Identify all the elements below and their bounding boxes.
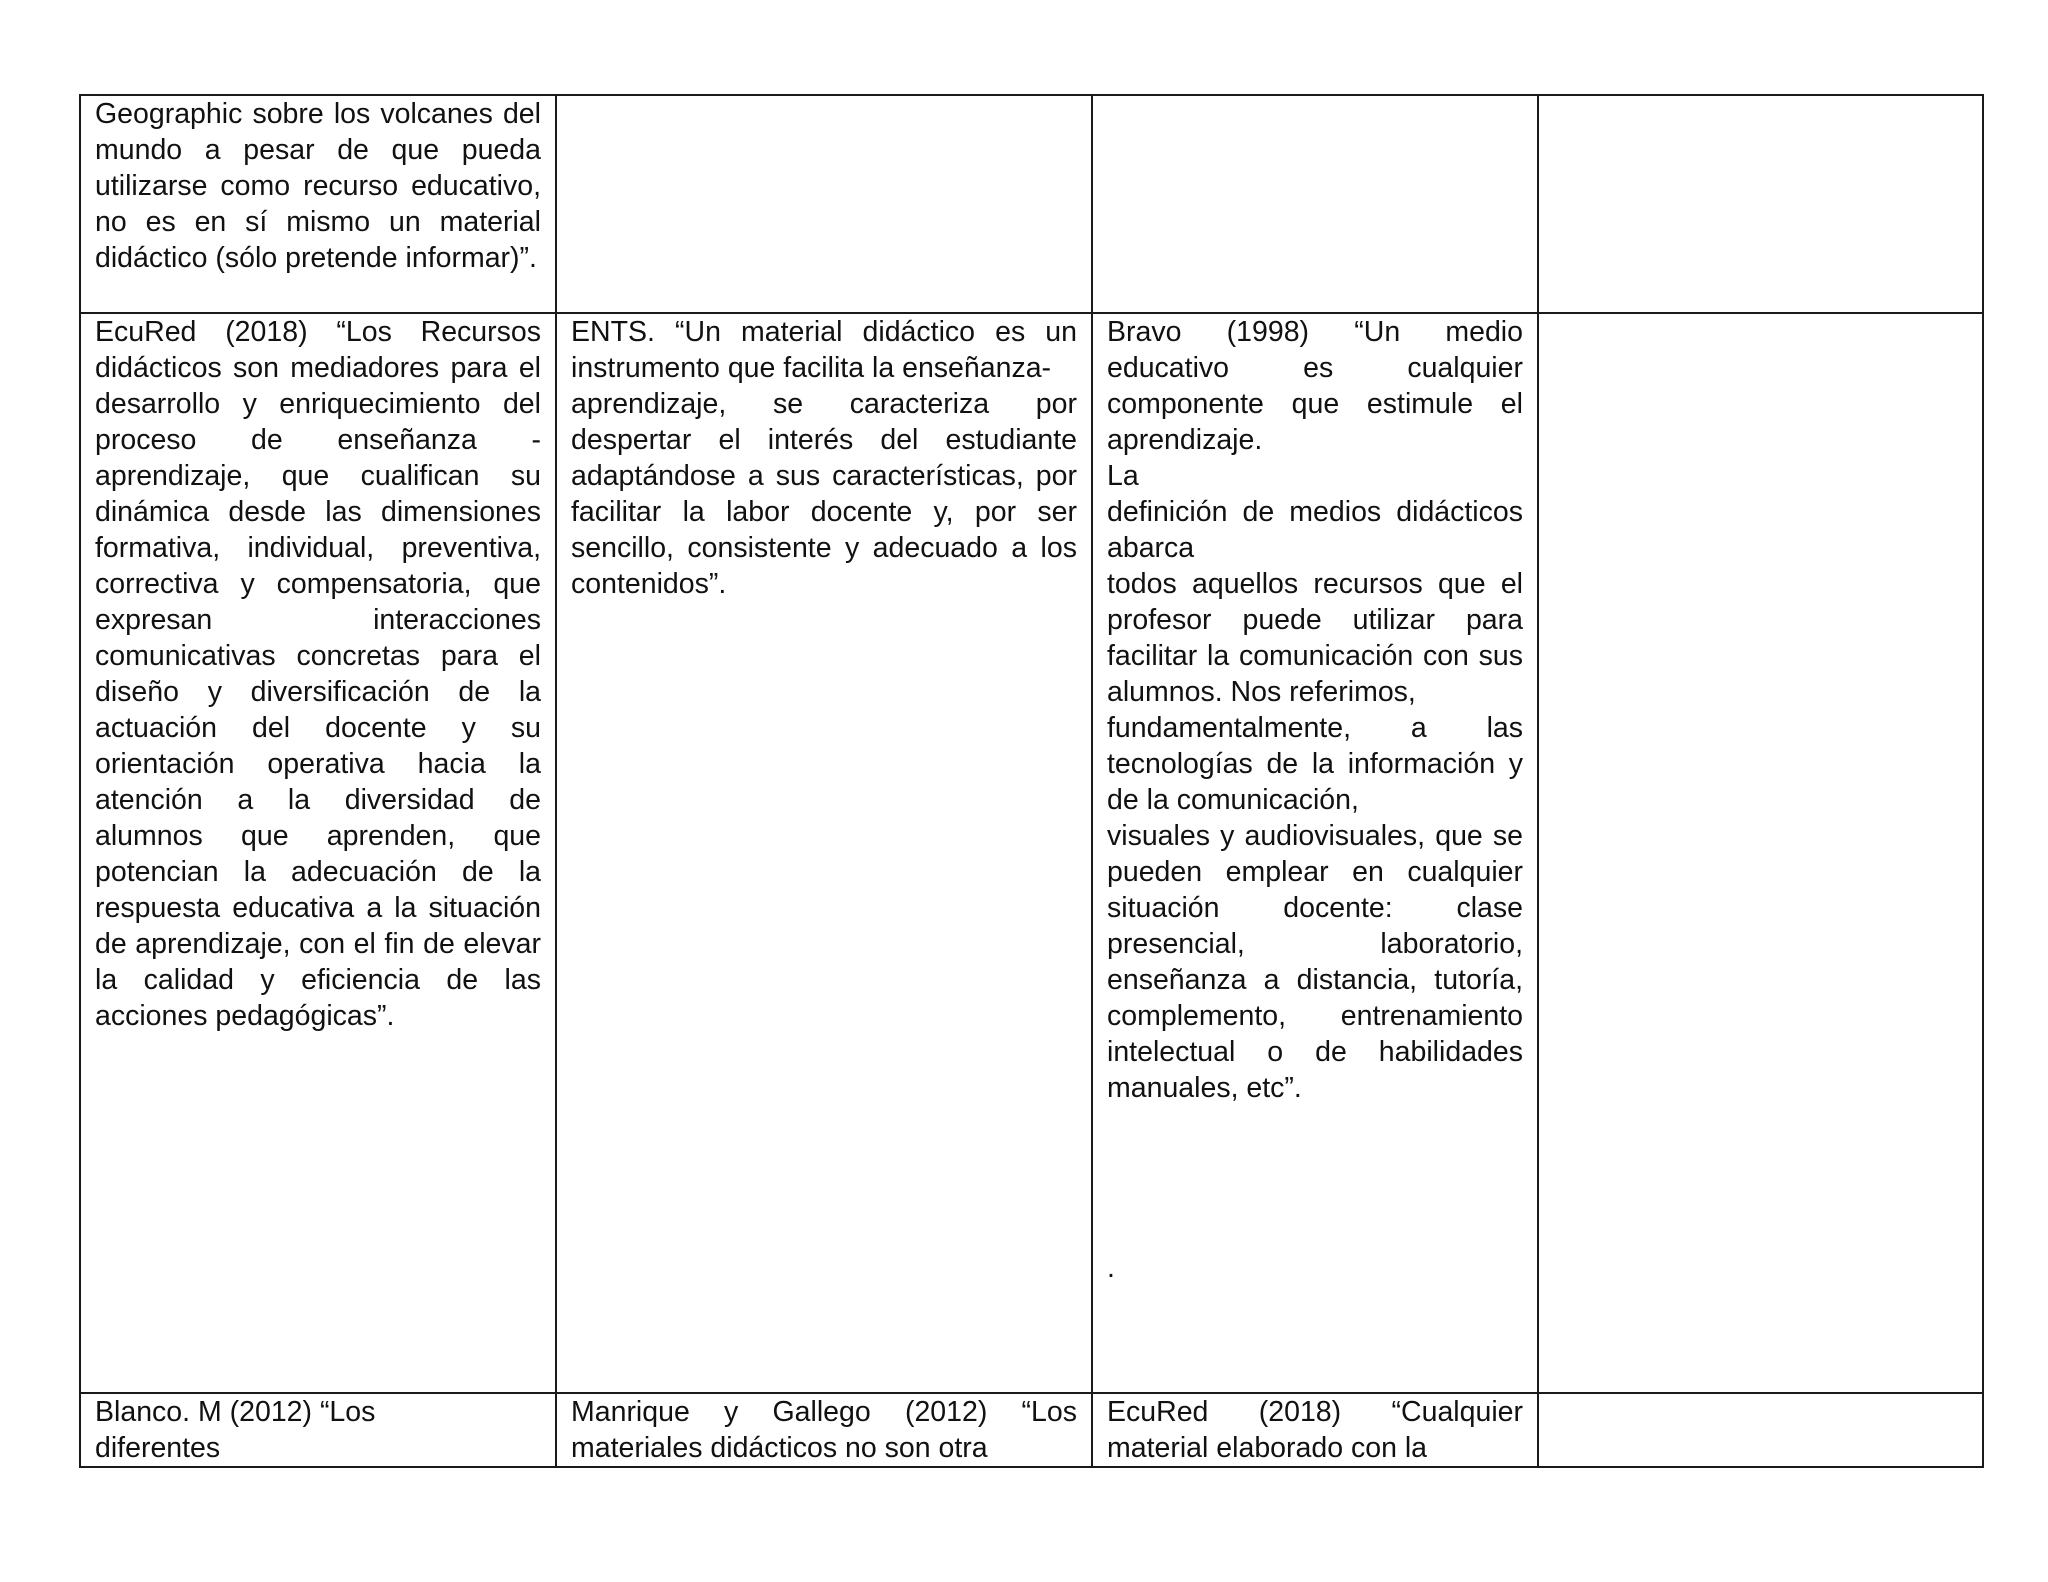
table-cell <box>1092 95 1538 313</box>
cell-text: Geographic sobre los volcanes del mundo a pesar de que pueda utilizarse como recurso educativo, no es en sí mismo un material didáctico (sólo pretende informar)”. <box>95 98 541 274</box>
definitions-table <box>79 94 1984 1468</box>
cell-text: ENTS. “Un material didáctico es un instrumento que facilita la enseñanza- aprendizaje, se caracteriza por despertar el interés del estudiante adaptándose a sus características, por facilitar la labor docente y, por ser sencillo, consistente y adecuado a los contenidos”. <box>571 316 1077 600</box>
table-cell <box>80 1393 556 1467</box>
cell-text: Manrique y Gallego (2012) “Los materiales didácticos no son otra <box>571 1396 1077 1464</box>
cell-text: Blanco. M (2012) “Los diferentes <box>95 1396 376 1464</box>
cell-text: Bravo (1998) “Un medio educativo es cualquier componente que estimule el aprendizaje. La definición de medios didácticos abarca todos aquellos recursos que el profesor puede utilizar para facilitar la comunicación con sus alumnos. Nos referimos, fundamentalmente, a las tecnologías de la información y de la comunicación, visuales y audiovisuales, que se pueden emplear en cualquier situación docente: clase presencial, laboratorio, enseñanza a distancia, tutoría, complemento, entrenamiento intelectual o de habilidades manuales, etc”. . <box>1107 316 1523 1284</box>
cell-text: EcuRed (2018) “Los Recursos didácticos son mediadores para el desarrollo y enriquecimiento del proceso de enseñanza - aprendizaje, que cualifican su dinámica desde las dimensiones formativa, individual, preventiva, correctiva y compensatoria, que expresan interacciones comunicativas concretas para el diseño y diversificación de la actuación del docente y su orientación operativa hacia la atención a la diversidad de alumnos que aprenden, que potencian la adecuación de la respuesta educativa a la situación de aprendizaje, con el fin de elevar la calidad y eficiencia de las acciones pedagógicas”. <box>95 316 541 1032</box>
table-row <box>80 313 1983 1393</box>
table-cell <box>1538 1393 1983 1467</box>
table-cell <box>1538 95 1983 313</box>
table-cell <box>1092 313 1538 1393</box>
table-row <box>80 95 1983 313</box>
table-cell <box>556 95 1092 313</box>
table-cell <box>1538 313 1983 1393</box>
table-cell <box>1092 1393 1538 1467</box>
table-row <box>80 1393 1983 1467</box>
table-cell <box>80 95 556 313</box>
cell-text: EcuRed (2018) “Cualquier material elaborado con la <box>1107 1396 1523 1464</box>
table-cell <box>556 1393 1092 1467</box>
table-cell <box>556 313 1092 1393</box>
table-cell <box>80 313 556 1393</box>
